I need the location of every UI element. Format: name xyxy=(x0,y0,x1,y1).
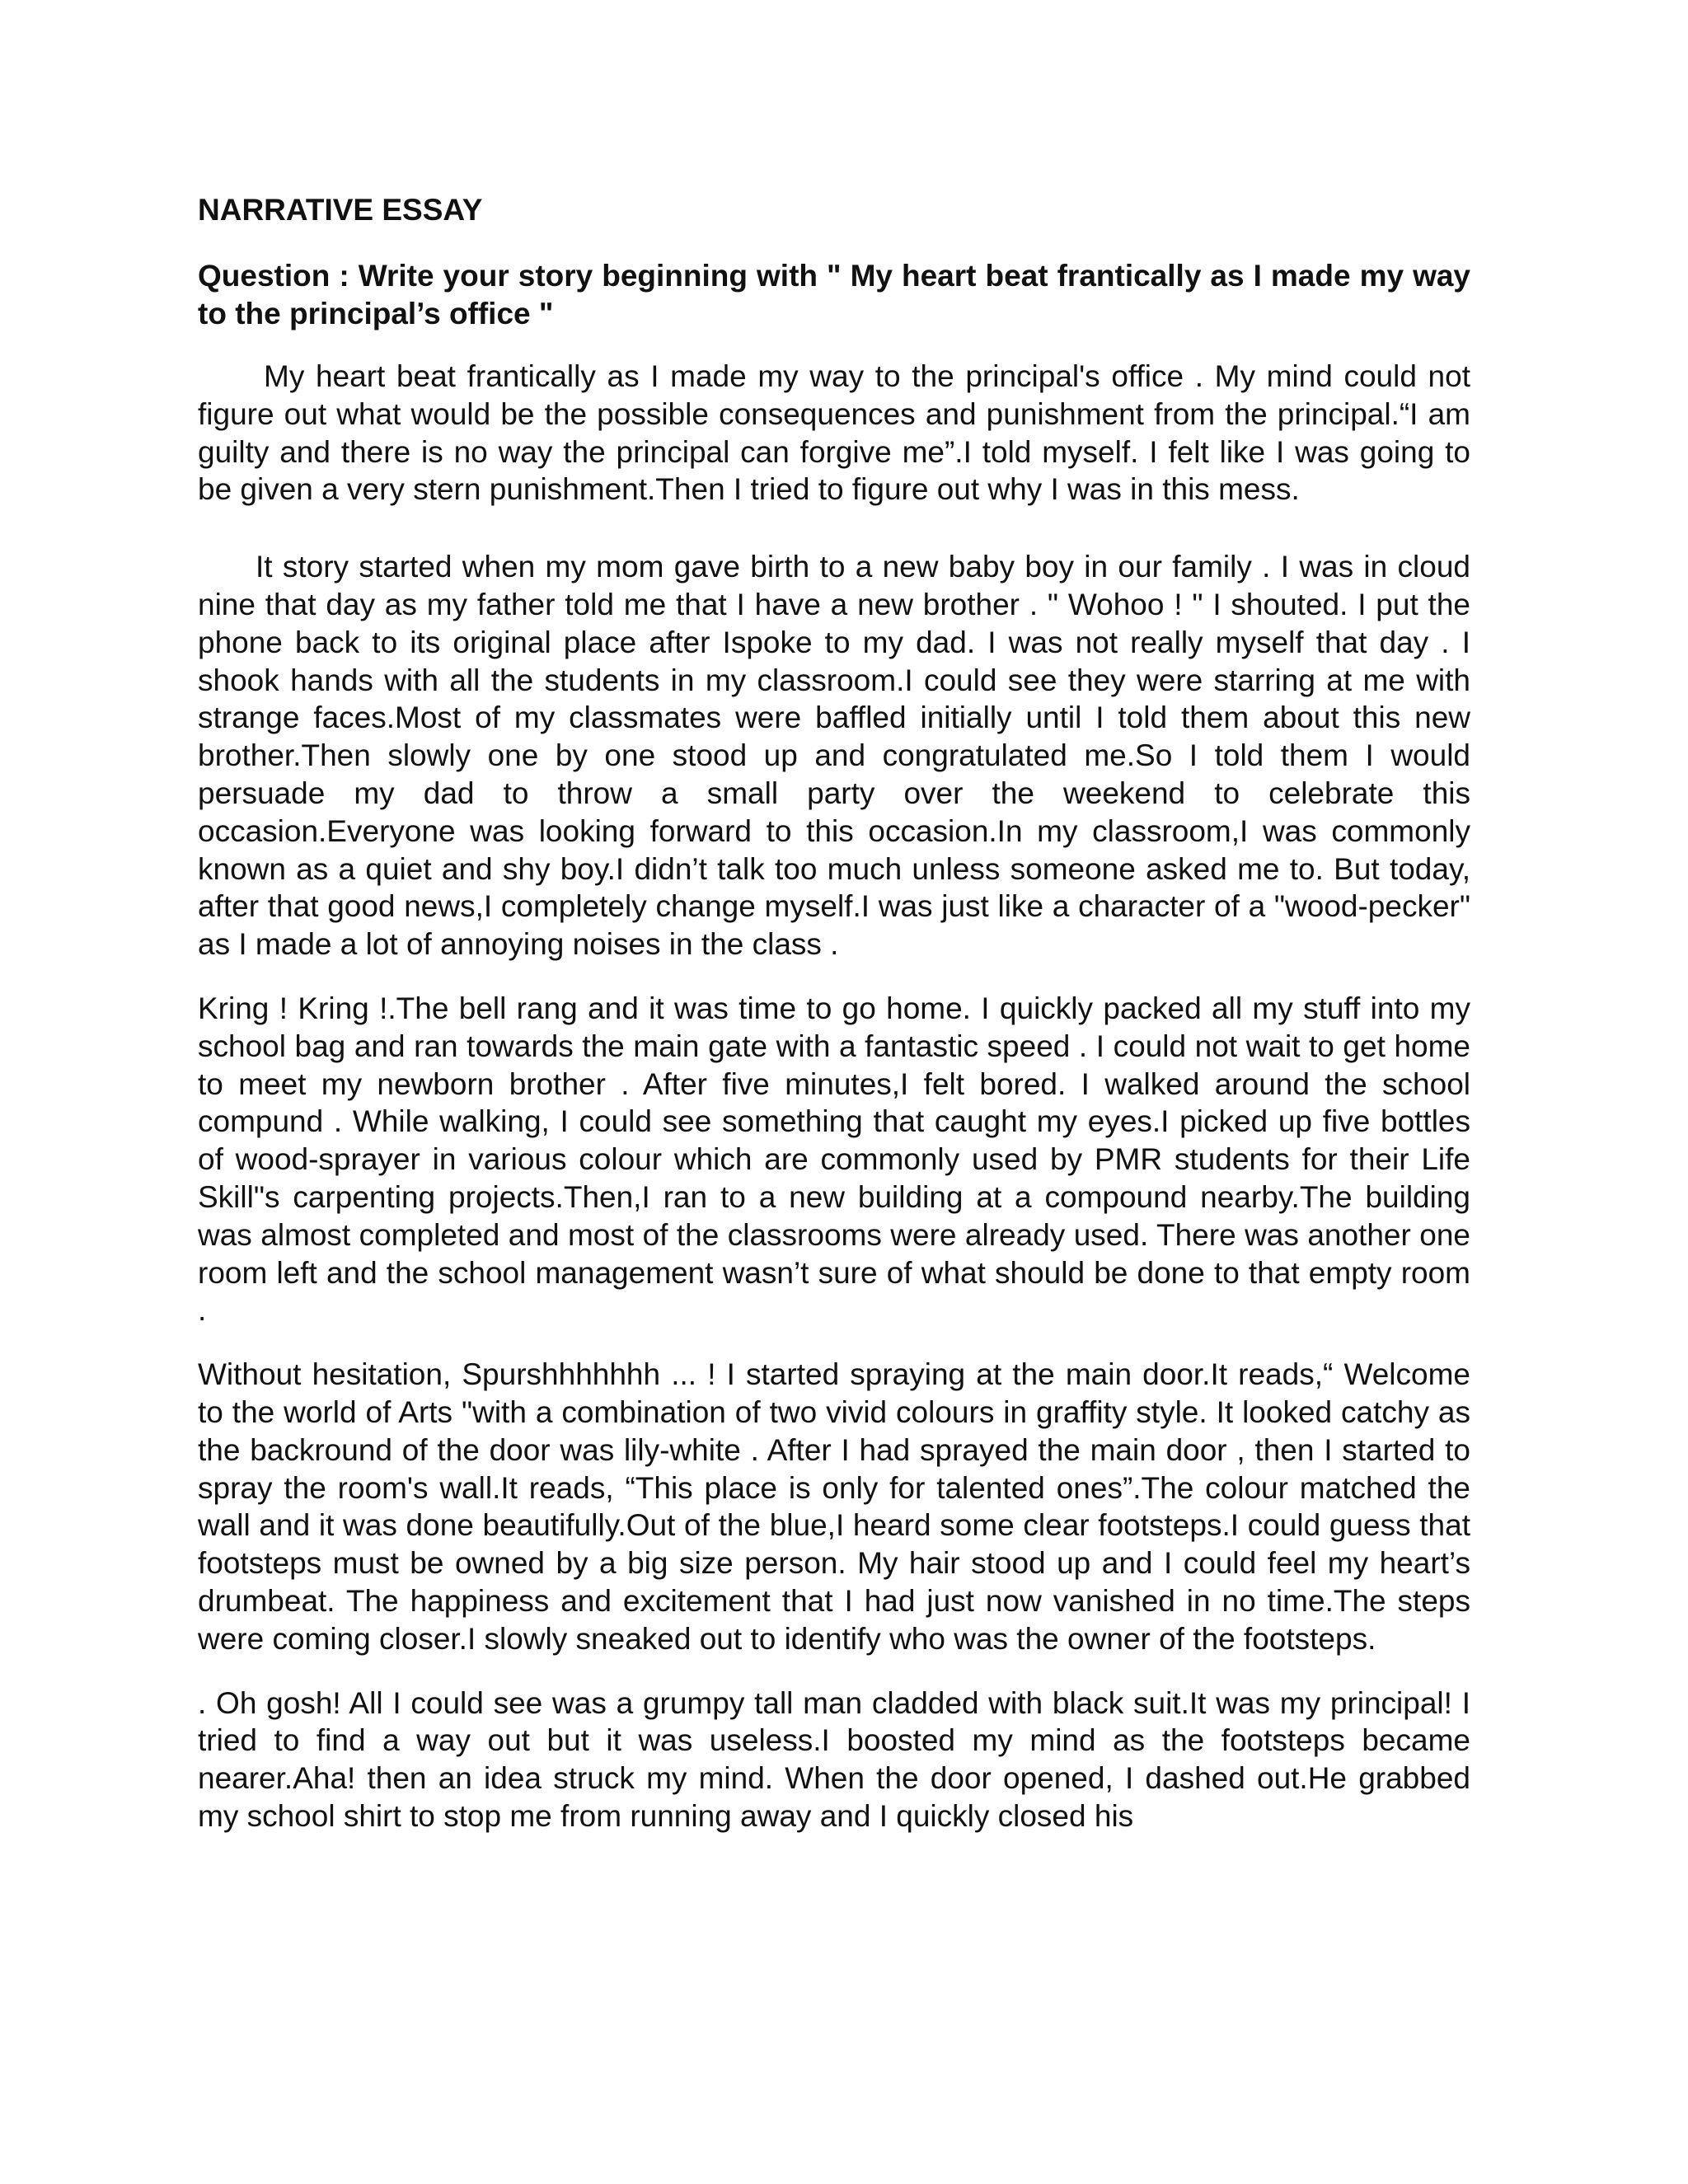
paragraph-1: My heart beat frantically as I made my way to the principal's office . My mind could not figure out what would be the possible consequences and punishment from the principal.“I am guilty and there is no way the principal can forgive me”.I told myself. I felt like I was going to be given a very stern punishment.Then I tried to figure out why I was in this mess. xyxy=(198,359,1470,507)
paragraph-2: It story started when my mom gave birth to a new baby boy in our family . I was in cloud nine that day as my father told me that I have a new brother . " Wohoo ! " I shouted. I put the phone back to its original place after Ispoke to my dad. I was not really myself that day . I shook hands with all the students in my classroom.I could see they were starring at me with strange faces.Most of my classmates were baffled initially until I told them about this new brother.Then slowly one by one stood up and congratulated me.So I told them I would persuade my dad to throw a small party over the weekend to celebrate this occasion.Everyone was looking forward to this occasion.In my classroom,I was commonly known as a quiet and shy boy.I didn’t talk too much unless someone asked me to. But today, after that good news,I completely change myself.I was just like a character of a "wood-pecker" as I made a lot of annoying noises in the class . xyxy=(198,550,1470,962)
essay-question: Question : Write your story beginning with " My heart beat frantically as I made my way to the principal’s office " xyxy=(198,259,1470,330)
essay-page xyxy=(198,191,1470,1835)
paragraph-4: Without hesitation, Spurshhhhhhh ... ! I started spraying at the main door.It reads,“ Welcome to the world of Arts "with a combination of two vivid colours in graffity style. It looked catchy as the backround of the door was lily-white . After I had sprayed the main door , then I started to spray the room's wall.It reads, “This place is only for talented ones”.The colour matched the wall and it was done beautifully.Out of the blue,I heard some clear footsteps.I could guess that footsteps must be owned by a big size person. My hair stood up and I could feel my heart’s drumbeat. The happiness and excitement that I had just now vanished in no time.The steps were coming closer.I slowly sneaked out to identify who was the owner of the footsteps. xyxy=(198,1357,1470,1656)
paragraph-3: Kring ! Kring !.The bell rang and it was time to go home. I quickly packed all my stuff into my school bag and ran towards the main gate with a fantastic speed . I could not wait to get home to meet my newborn brother . After five minutes,I felt bored. I walked around the school compund . While walking, I could see something that caught my eyes.I picked up five bottles of wood-sprayer in various colour which are commonly used by PMR students for their Life Skill"s carpenting projects.Then,I ran to a new building at a compound nearby.The building was almost completed and most of the classrooms were already used. There was another one room left and the school management wasn’t sure of what should be done to that empty room . xyxy=(198,991,1470,1328)
paragraph-5: . Oh gosh! All I could see was a grumpy tall man cladded with black suit.It was my principal! I tried to find a way out but it was useless.I boosted my mind as the footsteps became nearer.Aha! then an idea struck my mind. When the door opened, I dashed out.He grabbed my school shirt to stop me from running away and I quickly closed his xyxy=(198,1685,1470,1833)
essay-title: NARRATIVE ESSAY xyxy=(198,193,483,227)
